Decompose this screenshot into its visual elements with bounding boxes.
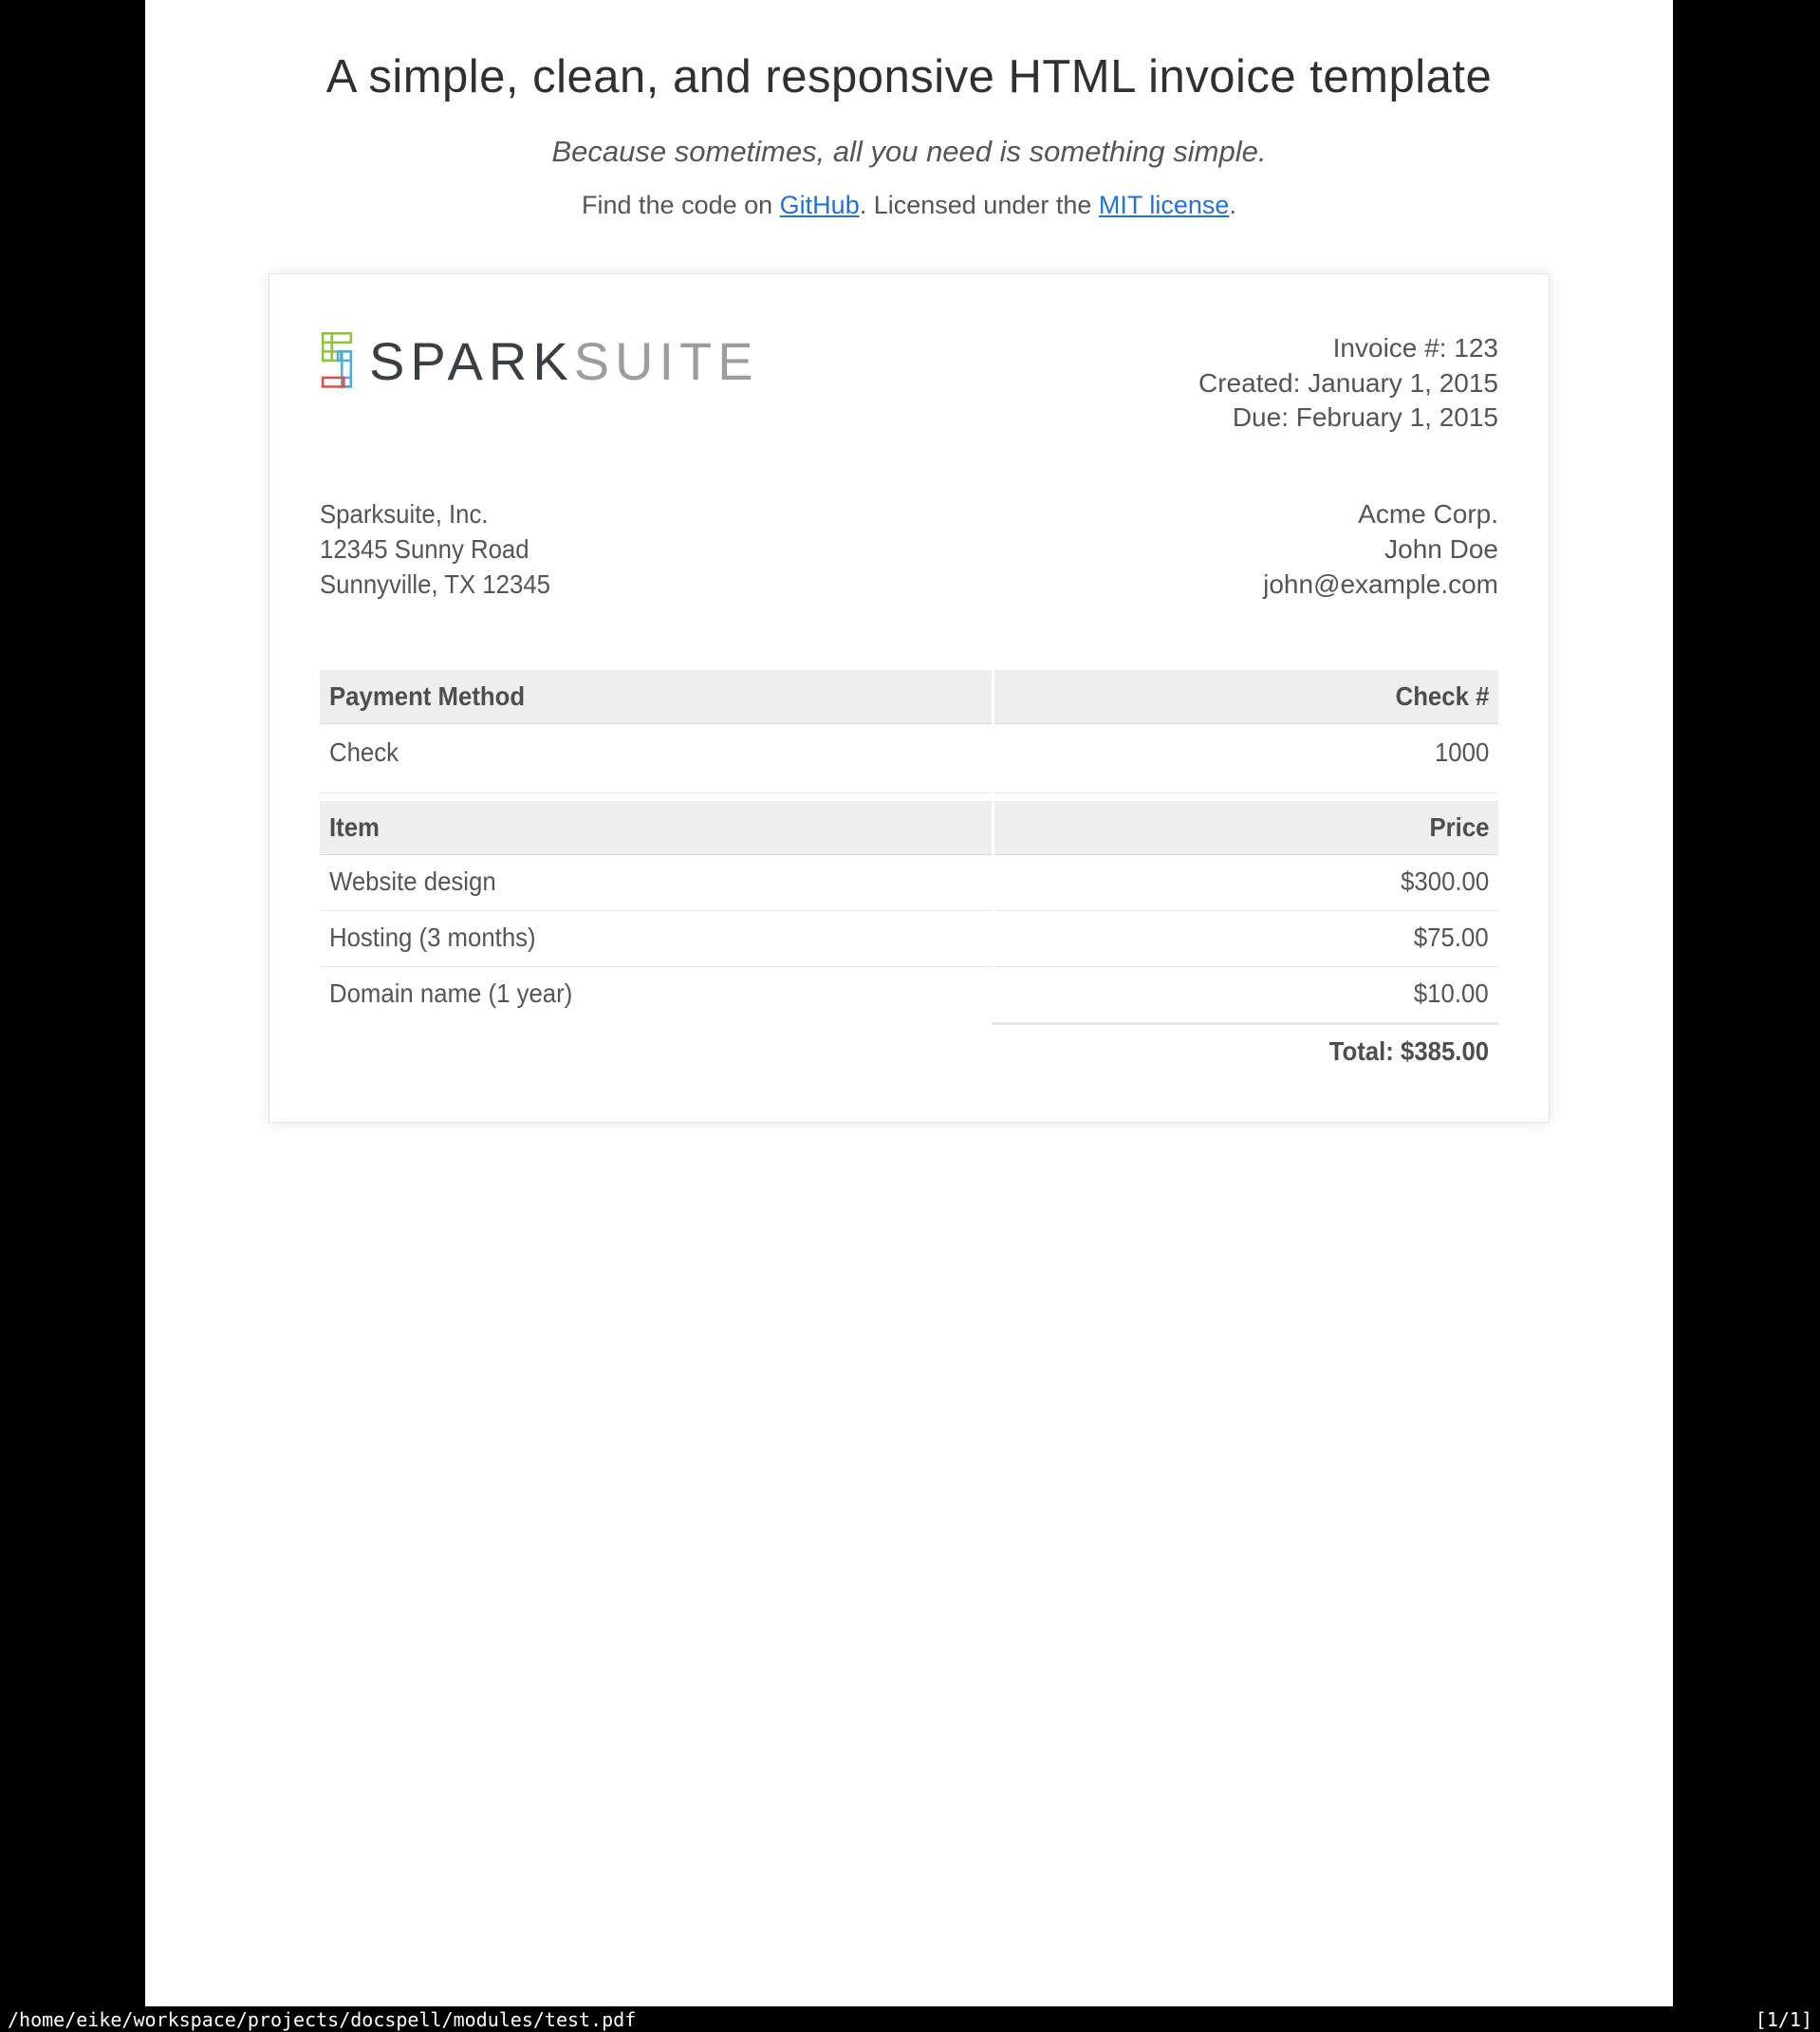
- items-table: [320, 801, 1498, 1078]
- item-row-website-design: [320, 855, 1498, 911]
- invoice-created-date: Created: January 1, 2015: [1198, 367, 1498, 398]
- item-row-hosting: [320, 911, 1498, 967]
- recipient-address: [1263, 496, 1498, 602]
- total-row: [320, 1022, 1498, 1078]
- mit-license-link[interactable]: MIT license: [1098, 190, 1230, 219]
- page-title: A simple, clean, and responsive HTML invoice template: [325, 51, 1493, 103]
- file-path: /home/eike/workspace/projects/docspell/modules/test.pdf: [8, 2007, 637, 2031]
- sender-street: 12345 Sunny Road: [320, 533, 529, 564]
- payment-table: [320, 670, 1498, 793]
- check-number-header: Check #: [994, 670, 1498, 724]
- item-row-domain-name: [320, 967, 1498, 1022]
- price-header: Price: [994, 801, 1498, 855]
- invoice-number: Invoice #: 123: [1332, 333, 1498, 364]
- invoice-due-date: Due: February 1, 2015: [1232, 402, 1498, 433]
- wordmark-spark: SPARK: [369, 331, 574, 392]
- item-name: Domain name (1 year): [329, 978, 573, 1008]
- recipient-name: John Doe: [1384, 533, 1498, 564]
- sender-city: Sunnyville, TX 12345: [320, 569, 550, 599]
- page-indicator: [1/1]: [1755, 2007, 1812, 2031]
- page-subtitle: Because sometimes, all you need is something simple.: [551, 134, 1267, 168]
- credits-line: [145, 190, 1673, 220]
- item-header: Item: [320, 801, 992, 855]
- invoice-total: Total: $385.00: [992, 1022, 1498, 1078]
- wordmark-suite: SUITE: [573, 331, 759, 392]
- item-price: $300.00: [994, 855, 1498, 911]
- recipient-company: Acme Corp.: [1358, 498, 1498, 529]
- payment-method-header: Payment Method: [320, 670, 992, 724]
- sparksuite-s-icon: [320, 331, 354, 394]
- document-page: [145, 0, 1673, 2006]
- credits-prefix: Find the code on: [582, 190, 780, 219]
- credits-suffix: .: [1229, 190, 1236, 219]
- item-name: Hosting (3 months): [320, 911, 992, 967]
- recipient-email: john@example.com: [1263, 569, 1498, 599]
- sparksuite-logo: [320, 331, 759, 394]
- item-price: $10.00: [1414, 978, 1489, 1008]
- status-bar: [0, 2006, 1820, 2032]
- payment-table-row: [320, 724, 1498, 793]
- payment-method-value: Check: [320, 724, 992, 793]
- credits-middle: . Licensed under the: [859, 190, 1099, 219]
- invoice-meta: [1198, 331, 1498, 436]
- invoice-header-row: [320, 322, 1498, 436]
- item-name: Website design: [320, 855, 992, 911]
- check-number-value: 1000: [994, 724, 1498, 793]
- item-price: $75.00: [994, 911, 1498, 967]
- sender-company: Sparksuite, Inc.: [320, 498, 489, 529]
- items-table-header: [320, 801, 1498, 855]
- payment-table-header: [320, 670, 1498, 724]
- sparksuite-wordmark: [369, 331, 759, 392]
- sender-address: [320, 496, 570, 602]
- addresses-row: [320, 496, 1498, 602]
- github-link[interactable]: GitHub: [779, 190, 860, 219]
- invoice-box: [269, 273, 1550, 1123]
